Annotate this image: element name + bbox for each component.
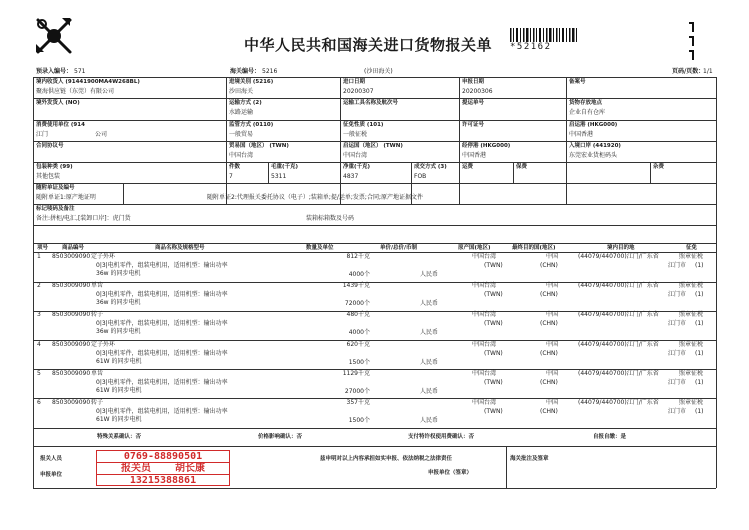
goods-row-dest: 中国	[546, 282, 559, 290]
declare-unit-sign: 申报单位（签章）	[428, 470, 473, 476]
royalty: 支付特许权使用费确认：否	[408, 434, 475, 440]
goods-row-spec1: 0|3|电机零件，组装电机用，适用机型：输出功率	[96, 408, 228, 415]
insurance-label: 保费	[516, 164, 528, 170]
trade-country-value: 中国台湾	[229, 152, 254, 159]
goods-row-levy: 照章征税	[679, 369, 704, 377]
goods-row-qty: 1439千克	[342, 282, 370, 290]
entry-customs-value: 沙田海关	[229, 88, 254, 95]
declare-date-label: 申报日期	[462, 79, 485, 85]
goods-row-name: 转子	[91, 399, 104, 406]
overseas-label: 境外发货人 (NO)	[36, 100, 80, 106]
goods-row-no: 5	[37, 369, 41, 377]
consumer-value-city: 江门	[36, 131, 49, 138]
goods-row-levy: 照章征税	[679, 253, 704, 260]
goods-row-levy-code: (1)	[695, 408, 704, 415]
goods-row-dest-code: (CHN)	[540, 291, 558, 299]
corner-mark	[688, 22, 696, 60]
customs-no-label: 海关编号：	[230, 68, 261, 75]
goods-row-dest-code: (CHN)	[540, 262, 558, 269]
consignee-label: 境内收货人 (91441900MA4W268BL)	[36, 79, 140, 85]
goods-row-currency: 人民币	[420, 387, 439, 395]
package-value: 其他包装	[36, 173, 61, 180]
storage-value: 企业自有仓库	[569, 109, 606, 116]
import-date-value: 20200307	[343, 88, 374, 95]
goods-row-no: 2	[37, 282, 41, 290]
marks-value: 装箱标箱数及号码	[306, 215, 355, 222]
consignee-value: 聚海供应链（东莞）有限公司	[36, 88, 115, 95]
goods-row-qty2: 72000个	[344, 300, 370, 308]
goods-col-qty: 数量及单位	[306, 245, 334, 251]
goods-row-currency: 人民币	[420, 358, 439, 366]
goods-row-qty: 1129千克	[342, 369, 370, 377]
pre-entry-label: 预录入编号：	[36, 68, 73, 75]
customs-emblem-icon	[32, 14, 76, 58]
pieces-label: 件数	[229, 164, 241, 170]
goods-row-qty: 812千克	[346, 253, 370, 260]
goods-row-code: 8503009090	[52, 340, 91, 348]
goods-col-name: 商品名称及规格型号	[155, 245, 205, 251]
freight-label: 运费	[462, 164, 474, 170]
consumer-value-company: 公司	[95, 131, 108, 138]
goods-row-spec1: 0|3|电机零件，组装电机用，适用机型：输出功率	[96, 349, 228, 357]
pre-entry-value: 571	[74, 68, 86, 75]
goods-row-qty2: 4000个	[348, 329, 370, 337]
goods-row-domestic: (44079/440700)江门/广东省	[578, 282, 659, 290]
goods-row-levy: 照章征税	[679, 340, 704, 348]
goods-row-origin: 中国台湾	[472, 311, 497, 319]
goods-col-code: 商品编号	[62, 245, 85, 251]
customs-no-value: 5216	[262, 68, 278, 75]
marks-label: 标记唛码及备注	[36, 206, 75, 212]
goods-row-currency: 人民币	[420, 271, 439, 278]
goods-row-levy: 照章征税	[679, 399, 704, 406]
contract-label: 合同协议号	[36, 143, 64, 149]
declarant-label: 报关人员	[40, 456, 63, 462]
import-date-label: 进口日期	[343, 79, 366, 85]
supervision-label: 监管方式 (0110)	[229, 122, 274, 128]
goods-col-domestic: 境内目的地	[607, 245, 635, 251]
storage-label: 货物存放地点	[569, 100, 603, 106]
dep-port-value: 中国香港	[569, 131, 594, 138]
customs-no-note: (沙田海关)	[364, 68, 393, 75]
goods-row-spec1: 0|3|电机零件，组装电机用，适用机型：输出功率	[96, 262, 228, 269]
goods-row-dest-code: (CHN)	[540, 408, 558, 415]
goods-row-origin: 中国台湾	[472, 340, 497, 348]
goods-row-origin: 中国台湾	[472, 282, 497, 290]
net-value: 4837	[343, 173, 359, 180]
deal-label: 成交方式 (3)	[414, 164, 447, 170]
goods-row-dest-code: (CHN)	[540, 320, 558, 328]
goods-row-domestic2: 江门市	[668, 378, 687, 386]
self-pay: 自报自缴：是	[593, 434, 627, 440]
page-value: 1/1	[703, 68, 713, 75]
goods-row-dest: 中国	[546, 311, 559, 319]
goods-row-origin-code: (TWN)	[484, 378, 503, 386]
statement-text: 兹申明对以上内容承担如实申报、依法纳税之法律责任	[320, 456, 453, 462]
goods-row-domestic2: 江门市	[668, 408, 687, 415]
declare-date-value: 20200306	[462, 88, 493, 95]
stamp-phone: 0769-88890501	[97, 451, 229, 463]
goods-row-origin-code: (TWN)	[484, 320, 503, 328]
transit-port-label: 经停港 (HKG000)	[462, 143, 511, 149]
deal-value: FOB	[414, 173, 427, 180]
misc-label: 杂费	[653, 164, 665, 170]
goods-row-code: 8503009090	[52, 311, 91, 319]
goods-row-name: 定子外环	[91, 253, 116, 260]
gross-value: 5311	[271, 173, 287, 180]
goods-row-levy-code: (1)	[695, 320, 704, 328]
levy-value: 一般征税	[343, 131, 368, 138]
goods-row-domestic: (44079/440700)江门/广东省	[578, 311, 659, 319]
transport-mode-label: 运输方式 (2)	[229, 100, 262, 106]
consumer-label: 消费使用单位 (914	[36, 122, 85, 128]
goods-row-code: 8503009090	[52, 282, 91, 290]
goods-row-origin-code: (TWN)	[484, 262, 503, 269]
net-label: 净重(千克)	[343, 164, 371, 170]
goods-row-domestic2: 江门市	[668, 291, 687, 299]
goods-row-levy: 照章征税	[679, 311, 704, 319]
supervision-value: 一般贸易	[229, 131, 254, 138]
goods-row-origin: 中国台湾	[472, 369, 497, 377]
stamp-declarant: 报关员 胡长康	[97, 463, 229, 475]
customs-approval: 海关批注及签章	[510, 456, 549, 462]
goods-row-qty2: 1500个	[348, 358, 370, 366]
goods-row-code: 8503009090	[52, 253, 91, 260]
goods-row-origin: 中国台湾	[472, 399, 497, 406]
declarant-stamp	[96, 450, 230, 486]
goods-row-spec2: 61W 的同步电机	[96, 416, 142, 423]
origin-country-label: 启运国（地区） (TWN)	[343, 143, 403, 149]
goods-row-code: 8503009090	[52, 399, 91, 406]
origin-country-value: 中国台湾	[343, 152, 368, 159]
goods-row-origin-code: (TWN)	[484, 349, 503, 357]
goods-row-no: 4	[37, 340, 41, 348]
price-impact: 价格影响确认：否	[258, 434, 303, 440]
goods-row-no: 3	[37, 311, 41, 319]
goods-row-name: 单齿	[91, 282, 104, 290]
declare-unit-label: 申报单位	[40, 472, 63, 478]
record-no-label: 备案号	[569, 79, 586, 85]
transit-port-value: 中国香港	[462, 152, 487, 159]
goods-row-qty: 620千克	[346, 340, 370, 348]
goods-row-origin: 中国台湾	[472, 253, 497, 260]
goods-row-origin-code: (TWN)	[484, 291, 503, 299]
goods-row-name: 转子	[91, 311, 104, 319]
goods-row-no: 6	[37, 399, 41, 406]
stamp-mobile: 13215388861	[129, 475, 197, 486]
goods-row-spec1: 0|3|电机零件，组装电机用，适用机型：输出功率	[96, 320, 228, 328]
goods-col-dest: 最终目的国(地区)	[512, 245, 556, 251]
goods-row-spec1: 0|3|电机零件，组装电机用，适用机型：输出功率	[96, 291, 228, 299]
docs-label: 随附单证及编号	[36, 185, 75, 191]
goods-row-qty: 480千克	[346, 311, 370, 319]
goods-row-domestic: (44079/440700)江门/广东省	[578, 399, 659, 406]
goods-row-spec2: 36w 的同步电机	[96, 299, 141, 307]
gross-label: 毛重(千克)	[271, 164, 299, 170]
barcode	[510, 27, 578, 41]
goods-col-no: 项号	[37, 245, 49, 251]
goods-row-qty2: 4000个	[348, 271, 370, 278]
goods-row-domestic2: 江门市	[668, 320, 687, 328]
goods-row-domestic: (44079/440700)江门/广东省	[578, 340, 659, 348]
goods-row-no: 1	[37, 253, 41, 260]
goods-row-spec2: 61W 的同步电机	[96, 357, 142, 365]
goods-row-dest-code: (CHN)	[540, 378, 558, 386]
goods-row-levy-code: (1)	[695, 291, 704, 299]
goods-row-qty2: 1500个	[348, 417, 370, 424]
goods-row-spec2: 36w 的同步电机	[96, 270, 141, 277]
barcode-number: *52162	[510, 42, 552, 52]
goods-row-spec1: 0|3|电机零件，组装电机用，适用机型：输出功率	[96, 378, 228, 386]
goods-row-name: 单齿	[91, 369, 104, 377]
goods-row-origin-code: (TWN)	[484, 408, 503, 415]
page-label: 页码/页数：	[672, 68, 705, 75]
goods-col-levy: 征免	[686, 245, 698, 251]
goods-row-name: 定子外环	[91, 340, 116, 348]
entry-port-label: 入境口岸 (441920)	[569, 143, 621, 149]
goods-row-domestic: (44079/440700)江门/广东省	[578, 253, 659, 260]
goods-row-levy: 照章征税	[679, 282, 704, 290]
entry-customs-label: 进境关别 (5216)	[229, 79, 274, 85]
goods-row-spec2: 36w 的同步电机	[96, 328, 141, 336]
doc1-value: 随附单证1:原产地证明	[36, 194, 96, 201]
goods-row-levy-code: (1)	[695, 262, 704, 269]
pieces-value: 7	[229, 173, 233, 180]
goods-row-currency: 人民币	[420, 329, 439, 337]
levy-label: 征免性质 (101)	[343, 122, 384, 128]
goods-row-domestic: (44079/440700)江门/广东省	[578, 369, 659, 377]
goods-row-dest-code: (CHN)	[540, 349, 558, 357]
goods-row-qty2: 27000个	[344, 387, 370, 395]
goods-row-code: 8503009090	[52, 369, 91, 377]
goods-row-domestic2: 江门市	[668, 262, 687, 269]
marks-remark: 备注:拼柜/电汇,[装卸口岸]：虎门货	[36, 215, 131, 222]
entry-port-value: 东莞宏业货柜码头	[569, 152, 618, 159]
doc2-value: 随附单证2:代理报关委托协议（电子）;装箱单;提/运单;发票;合同;原产地证据文件	[207, 194, 423, 201]
page-title: 中华人民共和国海关进口货物报关单	[244, 36, 493, 54]
goods-row-spec2: 61W 的同步电机	[96, 386, 142, 394]
goods-row-levy-code: (1)	[695, 378, 704, 386]
trade-country-label: 贸易国（地区） (TWN)	[229, 143, 289, 149]
bill-no-label: 提运单号	[462, 100, 485, 106]
goods-row-currency: 人民币	[420, 300, 439, 308]
goods-row-dest: 中国	[546, 399, 559, 406]
transport-mode-value: 水路运输	[229, 109, 254, 116]
transport-tool-label: 运输工具名称及航次号	[343, 100, 399, 106]
goods-row-qty: 357千克	[346, 399, 370, 406]
goods-row-dest: 中国	[546, 340, 559, 348]
goods-row-levy-code: (1)	[695, 349, 704, 357]
special-relation: 特殊关系确认：否	[97, 434, 142, 440]
dep-port-label: 启运港 (HKG000)	[569, 122, 618, 128]
goods-col-price: 单价/总价/币制	[380, 245, 418, 251]
goods-row-domestic2: 江门市	[668, 349, 687, 357]
goods-col-origin: 原产国(地区)	[458, 245, 491, 251]
goods-row-currency: 人民币	[420, 417, 439, 424]
package-label: 包装种类 (99)	[36, 164, 73, 170]
goods-row-dest: 中国	[546, 253, 559, 260]
license-label: 许可证号	[462, 122, 485, 128]
goods-row-dest: 中国	[546, 369, 559, 377]
